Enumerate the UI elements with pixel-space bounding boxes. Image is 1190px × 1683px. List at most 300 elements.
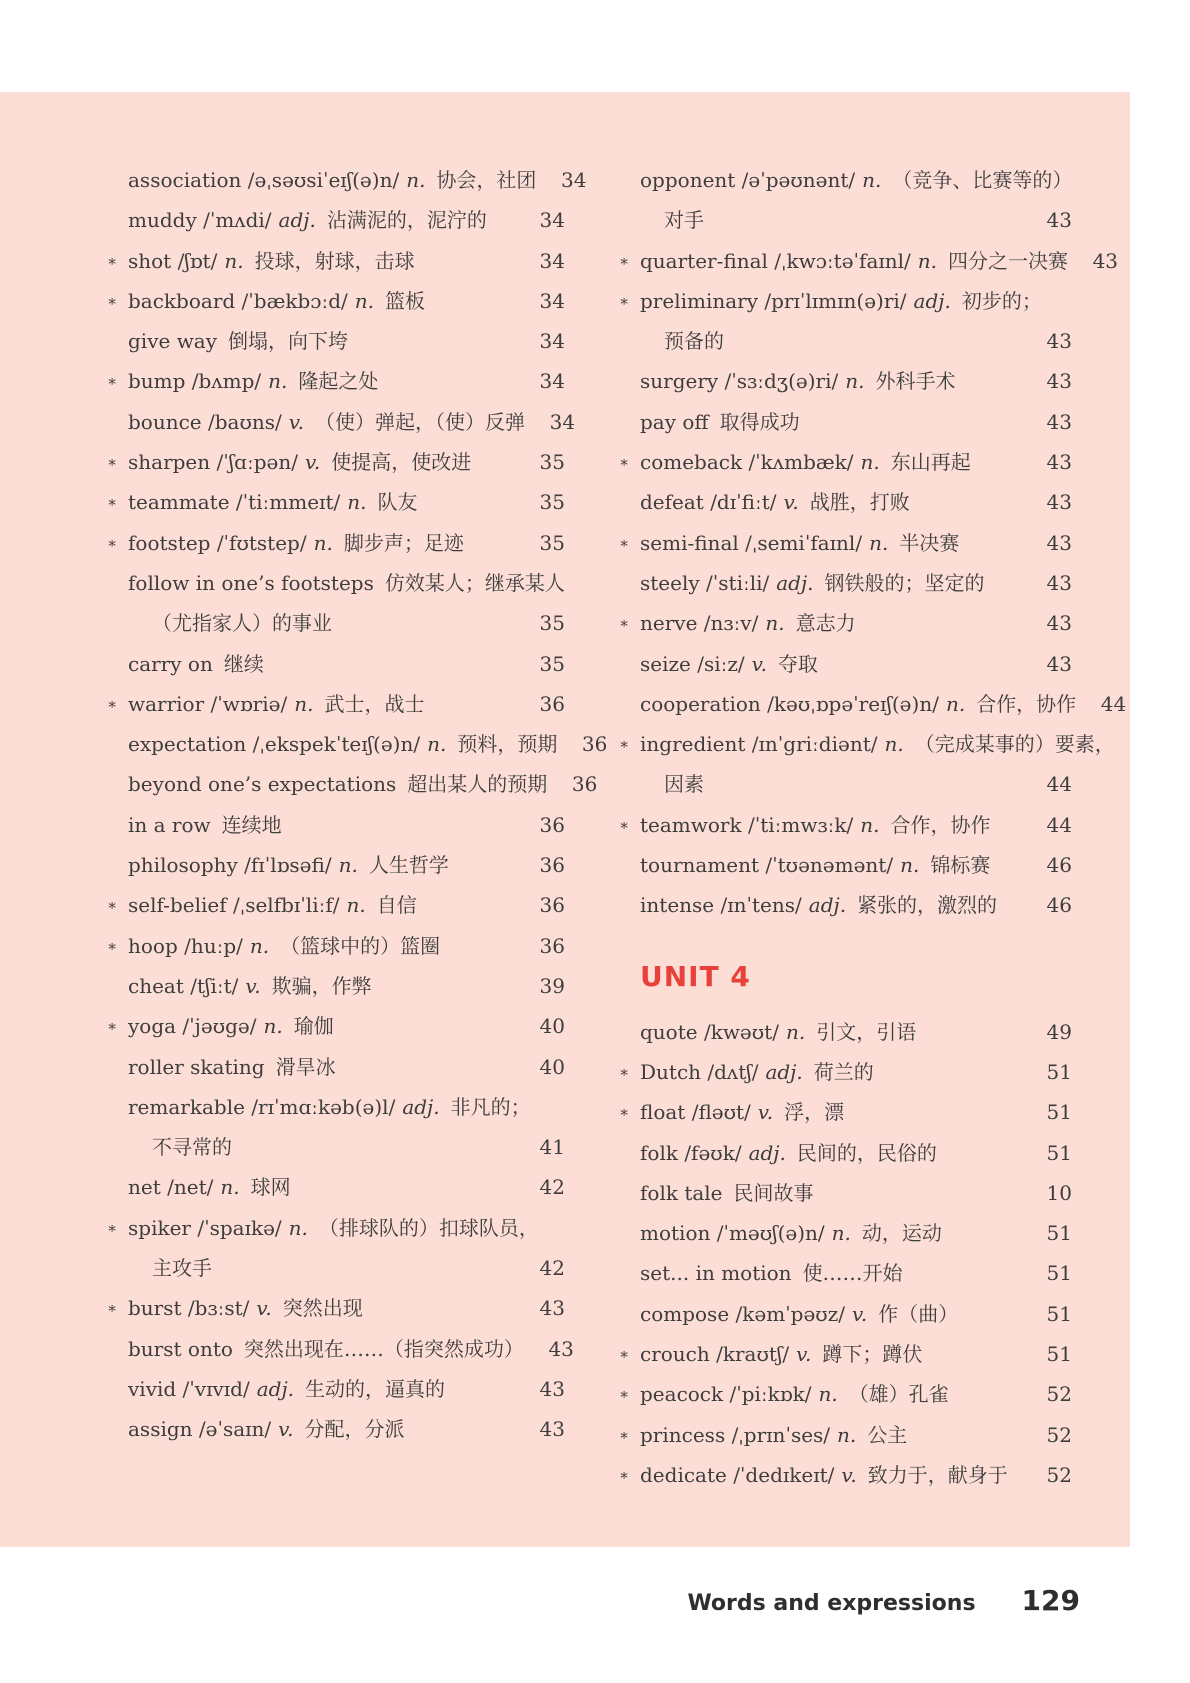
vocab-entry (107, 241, 565, 281)
entry-page-number: 51 (1046, 1301, 1072, 1326)
entry-text (107, 482, 515, 522)
entry-text (128, 1409, 515, 1449)
entry-word: compose /kəmˈpəʊz/ (640, 1301, 845, 1326)
vocab-entry (128, 200, 565, 240)
entry-text (128, 845, 515, 885)
vocab-entry (640, 1133, 1072, 1173)
entry-pos: n. (224, 248, 244, 273)
entry-word: preliminary /prɪˈlɪmɪn(ə)ri/ (640, 288, 907, 313)
entry-meaning: 取得成功 (719, 409, 800, 434)
vocab-entry (128, 805, 565, 845)
vocab-entry (107, 885, 565, 925)
entry-word: sharpen /ˈʃɑːpən/ (128, 450, 298, 475)
entry-pos: v. (841, 1462, 857, 1487)
entry-page-number: 34 (539, 208, 565, 233)
vocab-entry (128, 1248, 565, 1288)
entry-page-number: 43 (1046, 651, 1072, 676)
entry-pos: n. (765, 611, 785, 636)
vocab-entry (107, 482, 565, 522)
entry-page-number: 42 (539, 1175, 565, 1200)
entry-pos: n. (427, 732, 447, 757)
entry-word: backboard /ˈbækbɔːd/ (128, 288, 348, 313)
entry-pos: adj. (808, 893, 847, 918)
entry-page-number: 51 (1046, 1140, 1072, 1165)
entry-word: nerve /nɜːv/ (640, 611, 759, 636)
entry-pos: v. (278, 1417, 294, 1442)
entry-meaning: 瑜伽 (293, 1014, 334, 1039)
entry-meaning: 锦标赛 (930, 853, 991, 878)
entry-text (640, 764, 1022, 804)
entry-pos: v. (757, 1100, 774, 1125)
entry-word: quote /kwəʊt/ (640, 1019, 779, 1044)
entry-page-number: 36 (539, 893, 565, 918)
vocab-entry (128, 1369, 565, 1409)
entry-pos: n. (354, 288, 375, 313)
entry-page-number: 51 (1046, 1342, 1072, 1367)
entry-text (640, 644, 1022, 684)
entry-text (640, 1253, 1022, 1293)
vocab-entry (619, 1455, 1072, 1495)
entry-meaning: （使）弹起，（使）反弹 (315, 409, 526, 434)
entry-page-number: 34 (560, 168, 587, 192)
entry-meaning: 合作，协作 (976, 691, 1077, 716)
entry-pos: n. (860, 812, 880, 837)
entry-text (128, 1369, 515, 1409)
entry-page-number: 36 (539, 933, 565, 958)
entry-pos: n. (818, 1382, 838, 1407)
entry-meaning: 东山再起 (890, 450, 971, 475)
entry-page-number: 44 (1046, 772, 1072, 797)
vocab-entry (619, 1092, 1072, 1132)
entry-meaning: （竞争、比赛等的） (892, 168, 1073, 192)
star-marker: ∗ (107, 453, 118, 472)
entry-meaning: 投球，射球，击球 (254, 248, 415, 273)
star-marker: ∗ (619, 1425, 630, 1444)
entry-meaning: 队友 (377, 490, 418, 515)
entry-text (640, 1133, 1022, 1173)
entry-pos: v. (783, 490, 799, 515)
entry-text (107, 281, 515, 321)
entry-meaning: 非凡的； (450, 1094, 531, 1119)
entry-page-number: 43 (539, 1417, 565, 1442)
vocab-entry (619, 523, 1072, 563)
entry-page-number: 51 (1046, 1100, 1072, 1125)
entry-text (640, 200, 1022, 240)
entry-text (619, 805, 1022, 845)
entry-pos: n. (917, 248, 938, 273)
entry-word: follow in one’s footsteps (128, 570, 374, 595)
entry-pos: n. (845, 369, 865, 394)
entry-text (619, 442, 1022, 482)
entry-meaning: （雄）孔雀 (848, 1382, 949, 1407)
entry-meaning: 引文，引语 (816, 1019, 917, 1044)
entry-meaning: 预备的 (664, 329, 724, 354)
vocab-entry (640, 1173, 1072, 1213)
entry-word: tournament /ˈtʊənəmənt/ (640, 853, 894, 878)
entry-meaning: 意志力 (795, 611, 856, 636)
entry-meaning: 使……开始 (802, 1261, 903, 1286)
vocab-entry (619, 805, 1072, 845)
right-column-entries-top (619, 160, 1127, 926)
entry-meaning: 脚步声；足迹 (343, 530, 464, 555)
footer-section-title: Words and expressions (687, 1591, 976, 1616)
entry-pos: adj. (278, 208, 316, 233)
entry-pos: n. (313, 530, 333, 555)
entry-word: comeback /ˈkʌmbæk/ (640, 450, 854, 475)
entry-page-number: 36 (539, 812, 565, 837)
entry-text (128, 764, 547, 804)
entry-meaning: 超出某人的预期 (407, 772, 548, 797)
entry-text (107, 885, 515, 925)
entry-meaning: 不寻常的 (152, 1135, 232, 1160)
entry-text (107, 361, 515, 401)
entry-meaning: 自信 (376, 893, 417, 918)
entry-meaning: 突然出现在……（指突然成功） (243, 1336, 524, 1361)
entry-word: expectation /ˌekspekˈteɪʃ(ə)n/ (128, 732, 421, 757)
entry-word: yoga /ˈjəʊgə/ (128, 1014, 257, 1039)
entry-text (619, 1052, 1022, 1092)
vocab-entry (128, 1329, 574, 1369)
vocab-entry (107, 361, 565, 401)
vocab-entry (107, 926, 565, 966)
entry-page-number: 36 (539, 853, 565, 878)
entry-word: philosophy /fɪˈlɒsəfi/ (128, 853, 332, 878)
entry-pos: n. (860, 450, 880, 475)
entry-meaning: 篮板 (385, 288, 426, 313)
vocab-entry (640, 644, 1072, 684)
vocab-entry (619, 442, 1072, 482)
entry-meaning: 武士，战士 (324, 691, 425, 716)
entry-meaning: 蹲下；蹲伏 (822, 1342, 923, 1367)
entry-text (619, 724, 1115, 764)
entry-meaning: （篮球中的）篮圈 (280, 933, 441, 958)
entry-word: roller skating (128, 1054, 265, 1079)
entry-page-number: 34 (549, 409, 576, 434)
entry-page-number: 44 (1046, 812, 1072, 837)
vocab-entry (128, 321, 565, 361)
entry-meaning: （排球队的）扣球队员， (318, 1215, 539, 1240)
star-marker: ∗ (107, 533, 118, 552)
entry-text (619, 281, 1042, 321)
entry-pos: n. (869, 530, 889, 555)
entry-meaning: 动，运动 (861, 1221, 942, 1246)
star-marker: ∗ (107, 896, 118, 915)
entry-page-number: 10 (1046, 1180, 1072, 1205)
entry-meaning: 生动的，逼真的 (305, 1376, 446, 1401)
entry-page-number: 34 (539, 288, 565, 313)
entry-text (640, 845, 1022, 885)
entry-word: remarkable /rɪˈmɑːkəb(ə)l/ (128, 1094, 396, 1119)
entry-page-number: 43 (1046, 490, 1072, 515)
star-marker: ∗ (107, 291, 118, 310)
entry-page-number: 42 (539, 1256, 565, 1281)
left-column (107, 160, 608, 1450)
entry-meaning: 紧张的，激烈的 (857, 893, 998, 918)
entry-word: crouch /kraʊtʃ/ (640, 1342, 790, 1367)
entry-word: dedicate /ˈdedɪkeɪt/ (640, 1462, 835, 1487)
star-marker: ∗ (619, 1345, 630, 1364)
entry-meaning: 球网 (250, 1175, 291, 1200)
star-marker: ∗ (619, 1385, 630, 1404)
vocab-entry (107, 281, 565, 321)
vocab-entry (640, 160, 1072, 200)
entry-text (640, 321, 1022, 361)
entry-pos: adj. (913, 288, 951, 313)
entry-meaning: 钢铁般的；坚定的 (824, 570, 985, 595)
entry-word: teammate /ˈtiːmmeɪt/ (128, 490, 341, 515)
entry-word: in a row (128, 812, 211, 837)
entry-word: cheat /tʃiːt/ (128, 973, 239, 998)
vocab-entry (640, 1253, 1072, 1293)
entry-text (640, 1012, 1022, 1052)
vocab-entry (619, 724, 1115, 764)
vocab-entry (107, 523, 565, 563)
footer-page-number: 129 (1021, 1584, 1080, 1617)
entry-meaning: 分配，分派 (304, 1417, 405, 1442)
entry-text (107, 684, 515, 724)
vocab-entry (640, 1294, 1072, 1334)
entry-pos: v. (851, 1301, 868, 1326)
entry-pos: adj. (748, 1140, 786, 1165)
entry-meaning: 协会，社团 (436, 168, 537, 192)
vocab-entry (107, 1208, 565, 1248)
star-marker: ∗ (619, 1062, 630, 1081)
entry-page-number: 35 (539, 611, 565, 636)
entry-page-number: 35 (539, 651, 565, 676)
entry-meaning: 因素 (664, 772, 704, 797)
entry-text (107, 442, 515, 482)
entry-meaning: 夺取 (777, 651, 818, 676)
vocab-entry (640, 1213, 1072, 1253)
entry-text (128, 805, 515, 845)
entry-word: pay off (640, 409, 709, 434)
entry-word: burst onto (128, 1336, 233, 1361)
vocab-entry (107, 684, 565, 724)
entry-text (107, 926, 515, 966)
entry-text (619, 1334, 1022, 1374)
entry-text (107, 523, 515, 563)
entry-pos: v. (256, 1296, 272, 1321)
star-marker: ∗ (107, 1299, 118, 1318)
entry-word: surgery /ˈsɜːdʒ(ə)ri/ (640, 369, 839, 394)
entry-text (619, 1455, 1022, 1495)
entry-word: folk /fəʊk/ (640, 1140, 742, 1165)
vocab-entry (640, 885, 1072, 925)
entry-word: steely /ˈstiːli/ (640, 570, 770, 595)
entry-word: bounce /baʊns/ (128, 409, 282, 434)
entry-pos: n. (220, 1175, 240, 1200)
entry-page-number: 46 (1046, 893, 1072, 918)
entry-text (128, 1087, 531, 1127)
entry-page-number: 35 (539, 530, 565, 555)
entry-pos: v. (245, 973, 261, 998)
vocab-entry (107, 442, 565, 482)
entry-page-number: 43 (548, 1336, 574, 1361)
entry-meaning: 合作，协作 (890, 812, 991, 837)
entry-text (640, 684, 1076, 724)
vocab-entry (640, 684, 1127, 724)
star-marker: ∗ (619, 1103, 630, 1122)
entry-text (107, 1006, 515, 1046)
entry-text (640, 1294, 1022, 1334)
entry-text (128, 160, 536, 200)
entry-pos: n. (347, 490, 367, 515)
wordlist-panel (0, 92, 1130, 1547)
entry-meaning: 荷兰的 (813, 1059, 874, 1084)
entry-text (619, 241, 1069, 281)
entry-pos: n. (268, 369, 288, 394)
entry-pos: n. (263, 1014, 283, 1039)
entry-page-number: 51 (1046, 1059, 1072, 1084)
entry-page-number: 35 (539, 450, 565, 475)
entry-pos: n. (837, 1422, 857, 1447)
vocab-entry (619, 1334, 1072, 1374)
entry-meaning: 民间故事 (733, 1180, 814, 1205)
entry-word: beyond one’s expectations (128, 772, 397, 797)
entry-word: float /fləʊt/ (640, 1100, 751, 1125)
entry-text (619, 1415, 1022, 1455)
vocab-entry (640, 482, 1072, 522)
entry-meaning: 主攻手 (152, 1256, 212, 1281)
entry-page-number: 51 (1046, 1221, 1072, 1246)
entry-word: net /net/ (128, 1175, 214, 1200)
entry-text (640, 563, 1022, 603)
entry-meaning: 欺骗，作弊 (271, 973, 372, 998)
vocab-entry (640, 402, 1072, 442)
entry-word: ingredient /ɪnˈgriːdiənt/ (640, 732, 878, 757)
entry-text (619, 1374, 1022, 1414)
star-marker: ∗ (619, 1465, 630, 1484)
vocab-entry (619, 1415, 1072, 1455)
entry-page-number: 35 (539, 490, 565, 515)
entry-pos: adj. (776, 570, 814, 595)
entry-meaning: 致力于，献身于 (867, 1462, 1008, 1487)
unit-4-heading: UNIT 4 (640, 959, 751, 993)
entry-word: semi-final /ˌsemiˈfaɪnl/ (640, 530, 863, 555)
entry-meaning: 公主 (867, 1422, 908, 1447)
entry-pos: n. (249, 933, 270, 958)
entry-word: give way (128, 329, 218, 354)
entry-word: burst /bɜːst/ (128, 1296, 250, 1321)
star-marker: ∗ (619, 453, 630, 472)
entry-page-number: 43 (1046, 530, 1072, 555)
entry-pos: v. (304, 450, 321, 475)
entry-page-number: 49 (1046, 1019, 1072, 1044)
entry-meaning: 初步的； (961, 288, 1042, 313)
right-column-entries-unit4 (619, 1012, 1072, 1496)
entry-text (128, 1167, 515, 1207)
entry-page-number: 36 (539, 691, 565, 716)
entry-text (640, 1213, 1022, 1253)
vocab-entry (128, 1047, 565, 1087)
vocab-entry (128, 1409, 565, 1449)
vocab-entry (128, 1127, 565, 1167)
entry-word: peacock /ˈpiːkɒk/ (640, 1382, 812, 1407)
vocab-entry (107, 1288, 565, 1328)
vocab-entry (128, 724, 608, 764)
entry-page-number: 43 (1046, 450, 1072, 475)
entry-page-number: 51 (1046, 1261, 1072, 1286)
vocab-entry (128, 1167, 565, 1207)
entry-word: carry on (128, 651, 213, 676)
entry-text (128, 966, 515, 1006)
entry-word: bump /bʌmp/ (128, 369, 262, 394)
star-marker: ∗ (619, 533, 630, 552)
entry-text (107, 1208, 539, 1248)
vocab-entry (128, 402, 576, 442)
entry-pos: v. (751, 651, 767, 676)
entry-page-number: 52 (1046, 1382, 1072, 1407)
entry-word: seize /siːz/ (640, 651, 745, 676)
entry-page-number: 34 (539, 369, 565, 394)
entry-pos: n. (862, 168, 882, 192)
entry-text (128, 1329, 524, 1369)
entry-text (640, 160, 1072, 200)
entry-pos: n. (900, 853, 920, 878)
entry-meaning: 对手 (664, 208, 704, 233)
entry-pos: v. (288, 409, 305, 434)
entry-meaning: 连续地 (221, 812, 282, 837)
entry-word: Dutch /dʌtʃ/ (640, 1059, 759, 1084)
entry-pos: adj. (765, 1059, 803, 1084)
entry-text (128, 200, 515, 240)
entry-pos: n. (346, 893, 366, 918)
entry-word: teamwork /ˈtiːmwɜːk/ (640, 812, 854, 837)
vocab-entry (640, 845, 1072, 885)
entry-text (128, 724, 557, 764)
star-marker: ∗ (107, 1218, 118, 1237)
entry-word: spiker /ˈspaɪkə/ (128, 1215, 282, 1240)
entry-text (640, 482, 1022, 522)
entry-word: quarter-final /ˌkwɔːtəˈfaɪnl/ (640, 248, 911, 273)
entry-meaning: 滑旱冰 (275, 1054, 336, 1079)
entry-pos: n. (884, 732, 904, 757)
entry-pos: n. (338, 853, 358, 878)
entry-pos: adj. (402, 1094, 440, 1119)
entry-page-number: 46 (1046, 853, 1072, 878)
star-marker: ∗ (619, 815, 630, 834)
entry-meaning: 使提高，使改进 (331, 450, 472, 475)
entry-word: footstep /ˈfʊtstep/ (128, 530, 307, 555)
entry-page-number: 34 (539, 329, 565, 354)
entry-meaning: 人生哲学 (368, 853, 449, 878)
vocab-entry (128, 966, 565, 1006)
vocab-entry (128, 764, 598, 804)
star-marker: ∗ (619, 735, 630, 754)
star-marker: ∗ (619, 614, 630, 633)
entry-text (128, 1047, 515, 1087)
star-marker: ∗ (619, 251, 630, 270)
entry-page-number: 36 (581, 732, 608, 757)
entry-text (619, 1092, 1022, 1132)
entry-page-number: 43 (539, 1296, 565, 1321)
vocab-entry (640, 200, 1072, 240)
vocab-entry (128, 603, 565, 643)
entry-pos: adj. (256, 1376, 295, 1401)
entry-page-number: 44 (1100, 691, 1127, 716)
left-column-entries (107, 160, 608, 1450)
entry-page-number: 41 (539, 1135, 565, 1160)
entry-word: vivid /ˈvɪvɪd/ (128, 1376, 250, 1401)
entry-page-number: 43 (1046, 329, 1072, 354)
entry-word: self-belief /ˌselfbɪˈliːf/ (128, 893, 340, 918)
star-marker: ∗ (107, 936, 118, 955)
entry-meaning: 四分之一决赛 (948, 248, 1069, 273)
vocab-entry (107, 1006, 565, 1046)
entry-word: defeat /dɪˈfiːt/ (640, 490, 777, 515)
entry-pos: n. (288, 1215, 308, 1240)
entry-word: warrior /ˈwɒriə/ (128, 691, 288, 716)
